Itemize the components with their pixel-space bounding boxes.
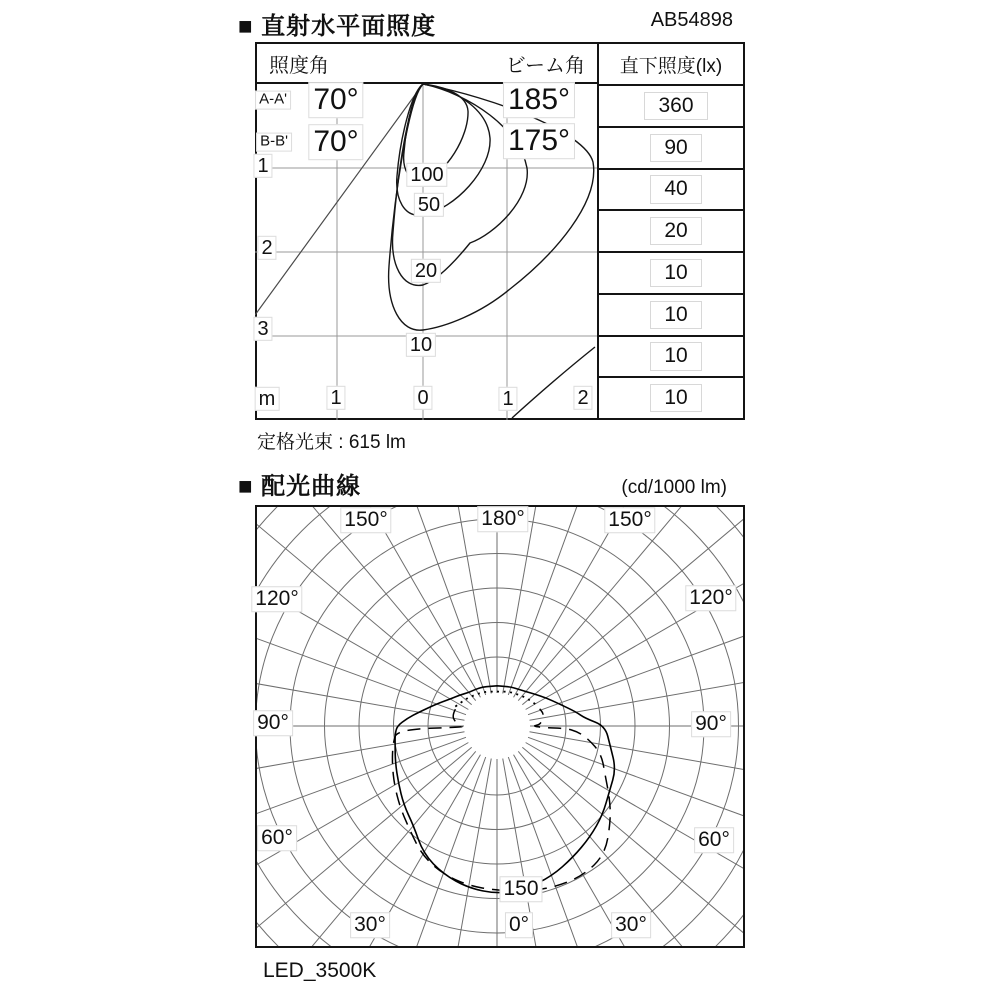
- illuminance-value: 20: [650, 217, 701, 245]
- table-row: [599, 209, 743, 251]
- x-tick-0: 0: [413, 386, 432, 410]
- plane-bb-illuminance-angle: 70°: [308, 124, 363, 160]
- y-tick-3: 3: [253, 317, 272, 341]
- illuminance-value: 10: [650, 384, 701, 412]
- ring-value-label: 150: [499, 876, 542, 902]
- x-tick-2: 2: [573, 386, 592, 410]
- angle-label-60-left: 60°: [257, 825, 297, 851]
- header-direct-illuminance: 直下照度(lx): [599, 44, 743, 86]
- angle-label-90-right: 90°: [691, 711, 731, 737]
- illuminance-value: 10: [650, 342, 701, 370]
- illuminance-value: 40: [650, 175, 701, 203]
- plane-aa-beam-angle: 185°: [503, 82, 575, 118]
- angle-label-150-right: 150°: [604, 507, 655, 533]
- table-header-left: [257, 44, 597, 84]
- curve-label-50: 50: [414, 193, 444, 217]
- section1-title: ■ 直射水平面照度: [238, 13, 437, 40]
- table-row: [599, 126, 743, 168]
- plane-aa-label: A-A': [255, 91, 291, 110]
- plane-aa-illuminance-angle: 70°: [308, 82, 363, 118]
- header-beam-angle: ビーム角: [505, 54, 585, 77]
- y-tick-2: 2: [257, 236, 276, 260]
- section2-title: ■ 配光曲線: [238, 473, 362, 500]
- angle-label-90-left: 90°: [253, 710, 293, 736]
- illuminance-value: 10: [650, 259, 701, 287]
- rated-flux: 定格光束 : 615 lm: [257, 432, 406, 453]
- x-tick-1l: 1: [326, 386, 345, 410]
- product-code: AB54898: [650, 9, 733, 31]
- curve-label-20: 20: [411, 259, 441, 283]
- angle-label-30-left: 30°: [350, 912, 390, 938]
- x-tick-m: m: [255, 387, 280, 411]
- illuminance-value: 360: [644, 92, 707, 120]
- direct-illuminance-column: [597, 44, 743, 418]
- illuminance-value: 90: [650, 134, 701, 162]
- section2-unit: (cd/1000 lm): [621, 477, 727, 498]
- angle-label-30-right: 30°: [611, 912, 651, 938]
- table-row: [599, 335, 743, 377]
- angle-label-180: 180°: [477, 506, 528, 532]
- table-row: [599, 376, 743, 418]
- angle-label-120-right: 120°: [685, 585, 736, 611]
- curve-label-10: 10: [406, 333, 436, 357]
- y-tick-1: 1: [253, 154, 272, 178]
- curve-label-100: 100: [406, 163, 447, 187]
- plane-bb-beam-angle: 175°: [503, 123, 575, 159]
- table-row: [599, 86, 743, 126]
- header-illuminance-angle: 照度角: [269, 54, 329, 77]
- table-row: [599, 251, 743, 293]
- plane-bb-label: B-B': [256, 133, 292, 152]
- angle-label-150-left: 150°: [340, 507, 391, 533]
- angle-label-60-right: 60°: [694, 827, 734, 853]
- lamp-type-label: LED_3500K: [263, 959, 377, 982]
- angle-label-120-left: 120°: [251, 586, 302, 612]
- table-row: [599, 293, 743, 335]
- angle-label-0: 0°: [505, 912, 533, 938]
- x-tick-1r: 1: [498, 387, 517, 411]
- illuminance-value: 10: [650, 301, 701, 329]
- table-row: [599, 168, 743, 210]
